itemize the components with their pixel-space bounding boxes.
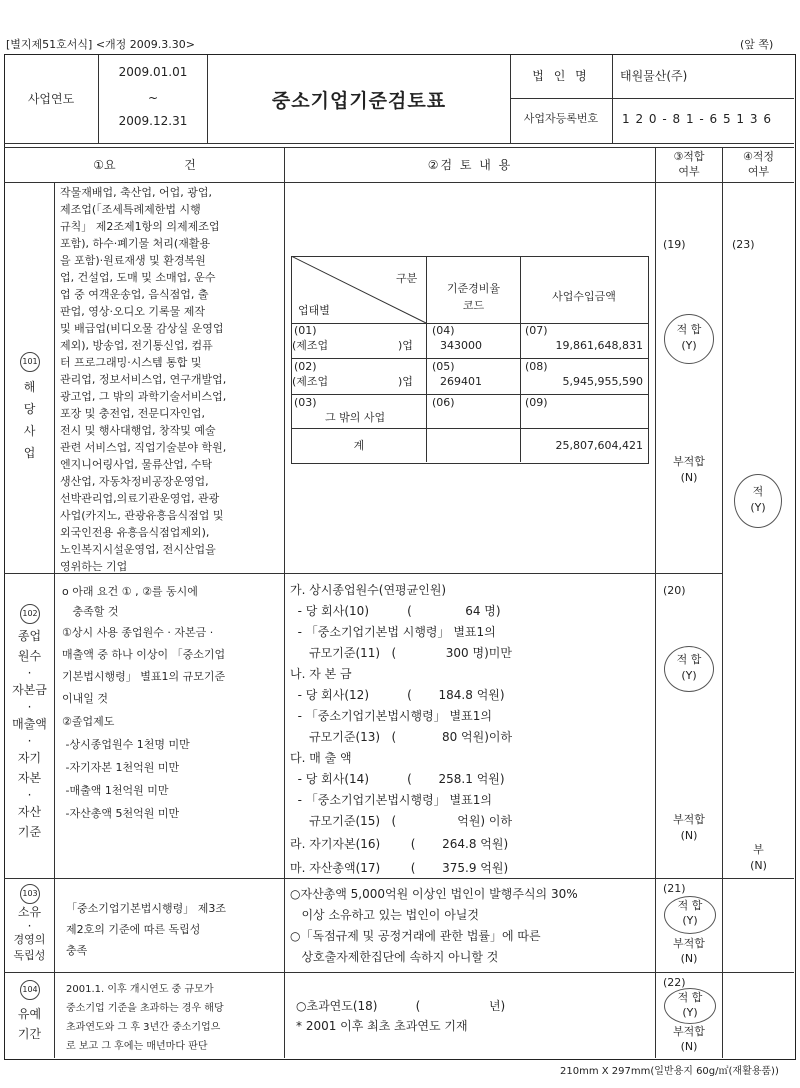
- table-total-label: 계: [353, 439, 365, 452]
- table-row-2-suffix: )업: [398, 375, 413, 388]
- row103-review: ○자산총액 5,000억원 이상인 법인이 발행주식의 30% 이상 소유하고 있는 법인이 아닐것 ○「독점규제 및 공정거래에 관한 법률」에 따른 상호출자제한집단에 속하지 아니할 것: [290, 887, 578, 964]
- col-review: ②검 토 내 용: [427, 158, 513, 172]
- row104-fit-no-label: 부적합 (N): [673, 1025, 705, 1053]
- row102-requirement: o 아래 요건 ① , ②를 동시에 충족할 것 ①상시 사용 종업원수 · 자본금 · 매출액 중 하나 이상이 「중소기업 기본법시행령」 별표1의 규모기준 이내일 것 ②졸업제도 -상시종업원수 1천명 미만 -자기자본 1천억원 미만 -매출액 1천억원 미만 -자산총액 5천억원 미만: [62, 585, 226, 820]
- row101-decision-yes: 적 (Y): [750, 485, 766, 514]
- year-start: 2009.01.01: [118, 65, 188, 79]
- row103-fit-yes: 적 합 (Y): [677, 899, 703, 927]
- table-row-2-code: 269401: [440, 375, 482, 388]
- form-title: 중소기업기준검토표: [271, 90, 447, 112]
- row103-label: 소유 · 경영의 독립성: [13, 905, 46, 962]
- row102-fit-yes: 적 합 (Y): [676, 653, 702, 682]
- table-row-2-biz: (제조업: [292, 375, 329, 388]
- form-number: [별지제51호서식] <개정 2009.3.30>: [6, 38, 195, 51]
- corp-name: 태원물산(주): [620, 69, 688, 83]
- table-row-1-n2: (04): [432, 324, 455, 337]
- row104-label: 유예 기간: [17, 1007, 42, 1041]
- row101-decision-no: (23): [732, 238, 755, 251]
- table-h-gubun: 구분: [396, 272, 418, 285]
- year-label: 사업연도: [27, 92, 75, 106]
- row102-fit-no: (20): [663, 584, 686, 597]
- row101-number: 101: [20, 352, 40, 372]
- paper-spec: 210mm X 297mm(일반용지 60g/㎡(재활용품)): [560, 1066, 779, 1077]
- row101-requirement: 작물재배업, 축산업, 어업, 광업, 제조업(「조세특례제한법 시행 규칙」 제2조제1항의 의제제조업 포함), 하수·폐기물 처리(재활용 을 포함)·원료재생 및 환경복원 업, 건설업, 도매 및 소매업, 운수 업 중 여객운송업, 음식점업, 출 판업, 영상·오디오 기록물 제작 및 배급업(비디오물 감상실 운영업 제외), 방송업, 전기통신업, 컴퓨 터 프로그래밍·시스템 통합 및 관리업, 정보서비스업, 연구개발업, 광고업, 그 밖의 과학기술서비스업, 포장 및 충전업, 전문디자인업, 전시 및 행사대행업, 창작및 예술 관련 서비스업, 직업기술분야 학원, 엔지니어링사업, 물류산업, 수탁 생산업, 자동차정비공장운영업, 선박관리업,의료기관운영업, 관광 사업(카지노, 관광유흥음식점업 및 외국인전용 유흥음식점업제외), 노인복지시설운영업, 전시산업을 영위하는 기업: [60, 186, 227, 573]
- table-row-2-n3: (08): [525, 360, 548, 373]
- table-row-2-n1: (02): [294, 360, 317, 373]
- row102-label: 종업 원수 · 자본금 · 매출액 · 자기 자본 · 자산 기준: [12, 629, 47, 839]
- row102-number: 102: [20, 604, 40, 624]
- row101-fit-no-label: 부적합 (N): [673, 455, 705, 484]
- table-row-3-n1: (03): [294, 396, 317, 409]
- corp-name-label: 법 인 명: [532, 69, 590, 83]
- table-h-amount: 사업수입금액: [552, 290, 616, 303]
- row104-fit-yes: 적 합 (Y): [677, 991, 703, 1019]
- year-tilde: ~: [147, 91, 159, 105]
- table-row-2-amount: 5,945,955,590: [562, 375, 643, 388]
- row103-fit-no-label: 부적합 (N): [673, 937, 705, 965]
- row103-requirement: 「중소기업기본법시행령」 제3조 제2호의 기준에 따른 독립성 충족: [66, 902, 227, 957]
- year-end: 2009.12.31: [118, 114, 188, 128]
- table-row-3-n3: (09): [525, 396, 548, 409]
- page-side: (앞 쪽): [740, 38, 774, 51]
- row102-decision-no: 부 (N): [750, 843, 767, 872]
- table-row-3-biz: 그 밖의 사업: [325, 411, 386, 424]
- row104-fit-no: (22): [663, 976, 686, 989]
- table-row-2-n2: (05): [432, 360, 455, 373]
- row101-label: 해 당 사 업: [23, 380, 36, 460]
- row104-review: ○초과연도(18) ( 년) * 2001 이후 최초 초과연도 기재: [296, 999, 506, 1033]
- table-row-1-n1: (01): [294, 324, 317, 337]
- col-decision: ④적정 여부: [742, 150, 775, 178]
- col-fit: ③적합 여부: [673, 150, 705, 178]
- table-row-1-suffix: )업: [398, 339, 413, 352]
- table-row-1-code: 343000: [440, 339, 482, 352]
- table-total-amount: 25,807,604,421: [555, 439, 643, 452]
- table-h-biz: 업태별: [298, 304, 330, 317]
- table-row-1-biz: (제조업: [292, 339, 329, 352]
- table-row-3-n2: (06): [432, 396, 455, 409]
- row101-fit-no: (19): [663, 238, 686, 251]
- biz-no: 1 2 0 - 8 1 - 6 5 1 3 6: [622, 112, 772, 126]
- col-requirement: ①요 건: [93, 158, 196, 172]
- biz-no-label: 사업자등록번호: [523, 112, 599, 125]
- row101-fit-yes: 적 합 (Y): [676, 323, 702, 352]
- row104-requirement: 2001.1. 이후 개시연도 중 규모가 중소기업 기준을 초과하는 경우 해당 초과연도와 그 후 3년간 중소기업으 로 보고 그 후에는 매년마다 판단: [66, 984, 224, 1052]
- row103-fit-no: (21): [663, 882, 686, 895]
- row103-number: 103: [20, 884, 40, 904]
- table-row-1-amount: 19,861,648,831: [555, 339, 643, 352]
- row104-number: 104: [20, 980, 40, 1000]
- row102-review: 가. 상시종업원수(연평균인원) - 당 회사(10) ( 64 명) - 「중소기업기본법 시행령」 별표1의 규모기준(11) ( 300 명)미만 나. 자 본 금 - 당 회사(12) ( 184.8 억원) - 「중소기업기본법시행령」 별표1의 규모기준(13) ( 80 억원)이하 다. 매 출 액 - 당 회사(14) ( 258.1 억원) - 「중소기업기본법시행령」 별표1의 규모기준(15) ( 억원) 이하 라. 자기자본(16) ( 264.8 억원) 마. 자산총액(17) ( 375.9 억원): [290, 583, 513, 875]
- table-h-code: 기준경비율 코드: [446, 282, 501, 312]
- row102-fit-no-label: 부적합 (N): [673, 813, 705, 842]
- table-row-1-n3: (07): [525, 324, 548, 337]
